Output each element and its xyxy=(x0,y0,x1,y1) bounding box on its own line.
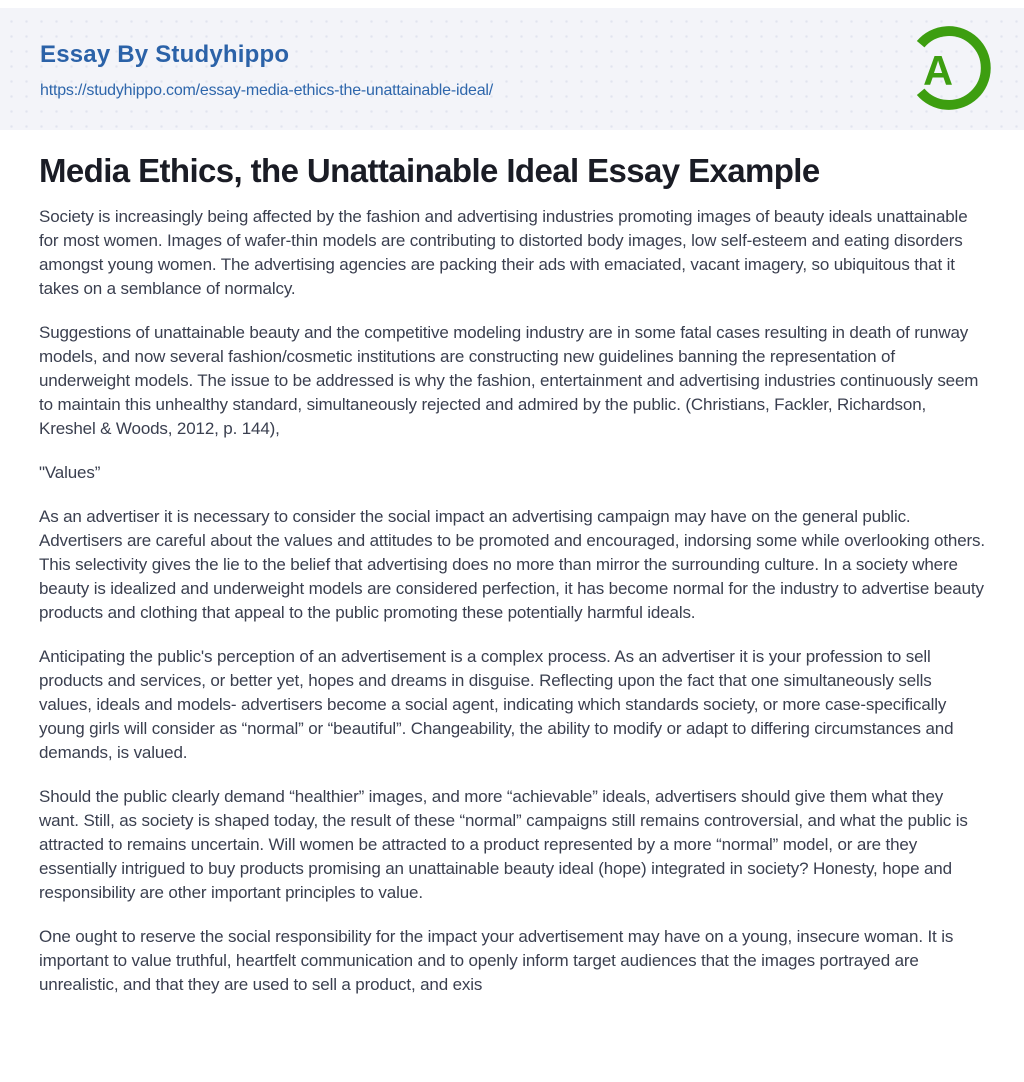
header-text-block xyxy=(40,41,493,100)
essay-url-link[interactable]: https://studyhippo.com/essay-media-ethics-the-unattainable-ideal/ xyxy=(40,82,494,99)
essay-content xyxy=(0,153,1024,997)
essay-paragraph: Should the public clearly demand “healthier” images, and more “achievable” ideals, advertisers should give them what they want. Still, as society is shaped today, the result of these “normal” campaigns still remains controversial, and what the public is attracted to remains uncertain. Will women be attracted to a product represented by a more “normal” model, or are they essentially intrigued to buy products promising an unattainable beauty ideal (hope) integrated in society? Honesty, hope and responsibility are other important principles to value. xyxy=(39,787,968,902)
header-banner xyxy=(0,8,1024,130)
essay-title: Media Ethics, the Unattainable Ideal Essay Example xyxy=(39,152,820,189)
logo-letter: A xyxy=(923,48,954,95)
essay-paragraph: Society is increasingly being affected by the fashion and advertising industries promoting images of beauty ideals unattainable for most women. Images of wafer-thin models are contributing to distorted body images, low self-esteem and eating disorders amongst young women. The advertising agencies are packing their ads with emaciated, vacant imagery, so ubiquitous that it takes on a semblance of normalcy. xyxy=(39,207,968,298)
studyhippo-logo[interactable] xyxy=(903,22,993,114)
essay-paragraph: Suggestions of unattainable beauty and the competitive modeling industry are in some fatal cases resulting in death of runway models, and now several fashion/cosmetic institutions are constructing new guidelines banning the representation of underweight models. The issue to be addressed is why the fashion, entertainment and advertising industries continuously seem to maintain this unhealthy standard, simultaneously rejected and admired by the public. (Christians, Fackler, Richardson, Kreshel & Woods, 2012, p. 144), xyxy=(39,323,979,438)
essay-paragraph: As an advertiser it is necessary to consider the social impact an advertising campaign may have on the general public. Advertisers are careful about the values and attitudes to be promoted and encouraged, indorsing some while overlooking others. This selectivity gives the lie to the belief that advertising does no more than mirror the surrounding culture. In a society where beauty is idealized and underweight models are considered perfection, it has become normal for the industry to advertise beauty products and clothing that appeal to the public promoting these potentially harmful ideals. xyxy=(39,507,985,622)
essay-body xyxy=(39,205,985,997)
essay-paragraph-truncated: One ought to reserve the social responsibility for the impact your advertisement may have on a young, insecure woman. It is important to value truthful, heartfelt communication and to openly inform target audiences that the images portrayed are unrealistic, and that they are used to sell a product, and exis xyxy=(39,927,954,994)
essay-paragraph-values-heading: "Values” xyxy=(39,463,101,482)
essay-paragraph: Anticipating the public's perception of an advertisement is a complex process. As an advertiser it is your profession to sell products and services, or better yet, hopes and dreams in disguise. Reflecting upon the fact that one simultaneously sells values, ideals and models- advertisers become a social agent, indicating which standards society, or more case-specifically young girls will consider as “normal” or “beautiful”. Changeability, the ability to modify or adapt to differing circumstances and demands, is valued. xyxy=(39,647,954,762)
site-title-link[interactable]: Essay By Studyhippo xyxy=(40,41,290,68)
